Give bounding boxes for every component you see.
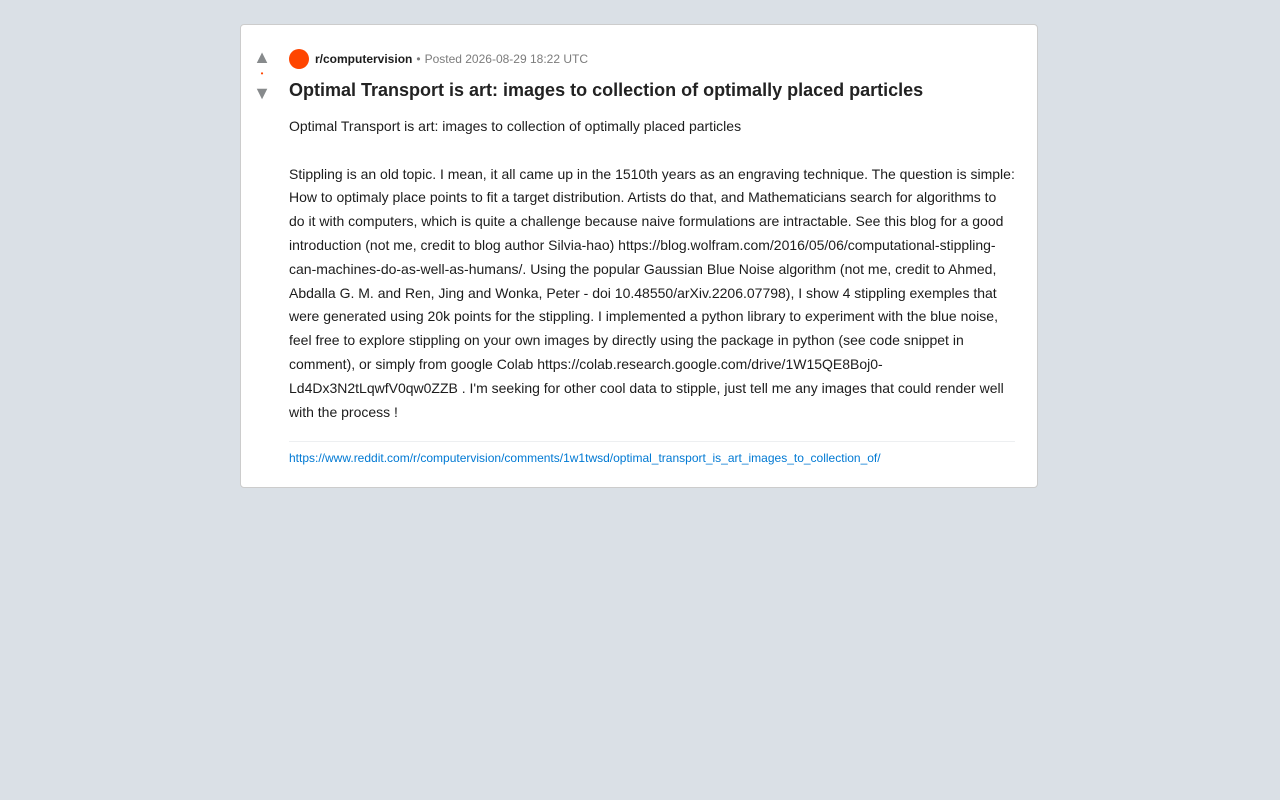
body-paragraph: Optimal Transport is art: images to collection of optimally placed particles <box>289 118 742 134</box>
permalink-link[interactable]: https://www.reddit.com/r/computervision/comments/1w1twsd/optimal_transport_is_art_images_to_collection_of/ <box>289 451 881 466</box>
post-title[interactable]: Optimal Transport is art: images to collection of optimally placed particles <box>289 80 924 100</box>
post-card <box>240 24 1038 488</box>
post-body <box>289 115 1015 424</box>
vote-column <box>241 47 283 103</box>
subreddit-link[interactable]: r/computervision <box>315 52 413 66</box>
upvote-icon[interactable]: ▲ <box>253 47 271 67</box>
post-footer <box>289 441 1015 465</box>
posted-timestamp: Posted 2026-08-29 18:22 UTC <box>424 52 588 66</box>
post-content <box>289 49 1015 465</box>
meta-separator: • <box>416 52 421 66</box>
downvote-icon[interactable]: ▼ <box>253 83 271 103</box>
post-meta <box>289 49 1015 69</box>
subreddit-avatar-icon[interactable] <box>289 49 309 69</box>
vote-score: • <box>260 69 264 78</box>
body-paragraph: Stippling is an old topic. I mean, it all came up in the 1510th years as an engraving technique. The question is simple: How to optimaly place points to fit a target distribution. Artists do that, and Mathematicians search for algorithms to do it with computers, which is quite a challenge because naive formulations are intractable. See this blog for a good introduction (not me, credit to blog author Silvia-hao) https://blog.wolfram.com/2016/05/06/computational-stippling-can-machines-do-as-well-as-humans/. Using the popular Gaussian Blue Noise algorithm (not me, credit to Ahmed, Abdalla G. M. and Ren, Jing and Wonka, Peter - doi 10.48550/arXiv.2206.07798), I show 4 stippling exemples that were generated using 20k points for the stippling. I implemented a python library to experiment with the blue noise, feel free to explore stippling on your own images by directly using the package in python (see code snippet in comment), or simply from google Colab https://colab.research.google.com/drive/1W15QE8Boj0-Ld4Dx3N2tLqwfV0qw0ZZB . I'm seeking for other cool data to stipple, just tell me any images that could render well with the process ! <box>289 165 1015 420</box>
